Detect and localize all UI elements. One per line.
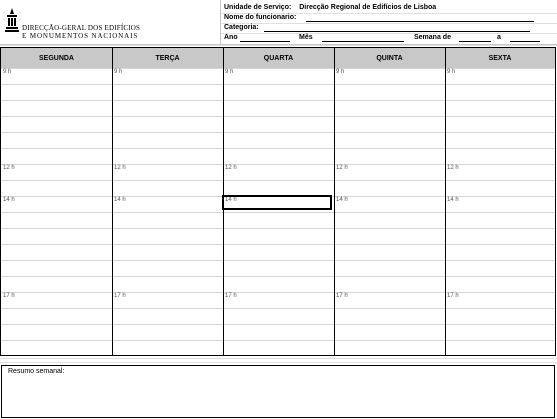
schedule-row-line[interactable] [1, 260, 112, 261]
semana-start-field[interactable] [459, 41, 491, 42]
row-divider [0, 362, 557, 363]
schedule-row-line[interactable] [1, 116, 112, 117]
schedule-row-line[interactable] [112, 196, 223, 197]
schedule-row-line[interactable] [223, 228, 334, 229]
org-name-line2: E MONUMENTOS NACIONAIS [22, 32, 139, 40]
schedule-row-line[interactable] [223, 68, 334, 69]
schedule-row-line[interactable] [445, 180, 555, 181]
schedule-row-line[interactable] [445, 292, 555, 293]
hour-label: 9 h [336, 69, 345, 75]
schedule-row-line[interactable] [1, 196, 112, 197]
schedule-row-line[interactable] [223, 116, 334, 117]
hour-label: 14 h [225, 197, 237, 203]
schedule-row-line[interactable] [445, 100, 555, 101]
schedule-row-line[interactable] [445, 260, 555, 261]
schedule-row-line[interactable] [112, 276, 223, 277]
schedule-row-line[interactable] [1, 164, 112, 165]
column-divider [334, 48, 335, 355]
hour-label: 14 h [447, 197, 459, 203]
day-header-segunda: SEGUNDA [1, 48, 112, 69]
schedule-row-line[interactable] [445, 212, 555, 213]
schedule-row-line[interactable] [112, 164, 223, 165]
hour-label: 17 h [225, 293, 237, 299]
schedule-row-line[interactable] [1, 84, 112, 85]
categoria-field[interactable] [264, 31, 530, 32]
schedule-row-line[interactable] [223, 260, 334, 261]
schedule-row-line[interactable] [1, 244, 112, 245]
row-divider [0, 45, 557, 46]
schedule-row-line[interactable] [1, 228, 112, 229]
schedule-row-line[interactable] [223, 212, 334, 213]
schedule-row-line[interactable] [334, 100, 445, 101]
schedule-row-line[interactable] [334, 228, 445, 229]
schedule-row-line[interactable] [112, 68, 223, 69]
schedule-row-line[interactable] [334, 324, 445, 325]
schedule-row-line[interactable] [1, 340, 112, 341]
schedule-row-line[interactable] [1, 212, 112, 213]
schedule-row-line[interactable] [334, 292, 445, 293]
semana-label: Semana de [414, 34, 451, 41]
hour-label: 9 h [114, 69, 123, 75]
schedule-row-line[interactable] [223, 308, 334, 309]
ano-field[interactable] [240, 41, 290, 42]
schedule-row-line[interactable] [334, 276, 445, 277]
schedule-row-line[interactable] [334, 180, 445, 181]
schedule-row-line[interactable] [223, 164, 334, 165]
schedule-row-line[interactable] [334, 68, 445, 69]
schedule-row-line[interactable] [445, 324, 555, 325]
nome-label: Nome do funcionario: [224, 14, 297, 21]
institution-logo-icon [4, 6, 20, 42]
schedule-row-line[interactable] [445, 68, 555, 69]
schedule-row-line[interactable] [112, 116, 223, 117]
schedule-row-line[interactable] [334, 84, 445, 85]
hour-label: 17 h [3, 293, 15, 299]
schedule-row-line[interactable] [445, 276, 555, 277]
day-column-segunda [1, 48, 112, 355]
schedule-row-line[interactable] [223, 324, 334, 325]
schedule-row-line[interactable] [223, 276, 334, 277]
schedule-row-line[interactable] [223, 292, 334, 293]
schedule-row-line[interactable] [334, 196, 445, 197]
unidade-row [224, 4, 436, 11]
schedule-row-line[interactable] [112, 308, 223, 309]
schedule-row-line[interactable] [112, 260, 223, 261]
schedule-row-line[interactable] [1, 100, 112, 101]
form-header [0, 0, 557, 45]
schedule-row-line[interactable] [112, 324, 223, 325]
schedule-row-line[interactable] [334, 164, 445, 165]
hour-label: 17 h [336, 293, 348, 299]
schedule-row-line[interactable] [112, 148, 223, 149]
schedule-row-line[interactable] [334, 148, 445, 149]
schedule-row-line[interactable] [112, 212, 223, 213]
schedule-row-line[interactable] [223, 340, 334, 341]
schedule-row-line[interactable] [334, 244, 445, 245]
semana-a-label: a [497, 34, 501, 41]
schedule-row-line[interactable] [223, 132, 334, 133]
hour-label: 12 h [3, 165, 15, 171]
schedule-row-line[interactable] [1, 68, 112, 69]
header-divider [221, 23, 557, 24]
day-column-sexta [445, 48, 555, 355]
schedule-row-line[interactable] [1, 148, 112, 149]
schedule-row-line[interactable] [445, 196, 555, 197]
hour-label: 14 h [336, 197, 348, 203]
day-header-quinta: QUINTA [334, 48, 445, 69]
semana-end-field[interactable] [510, 41, 540, 42]
schedule-row-line[interactable] [334, 132, 445, 133]
hour-label: 12 h [225, 165, 237, 171]
schedule-row-line[interactable] [445, 148, 555, 149]
ano-label: Ano [224, 34, 238, 41]
schedule-row-line[interactable] [445, 244, 555, 245]
resumo-semanal-box[interactable] [1, 365, 555, 418]
schedule-row-line[interactable] [445, 132, 555, 133]
schedule-row-line[interactable] [445, 164, 555, 165]
day-header-quarta: QUARTA [223, 48, 334, 69]
hour-label: 9 h [447, 69, 456, 75]
schedule-row-line[interactable] [1, 180, 112, 181]
schedule-row-line[interactable] [445, 340, 555, 341]
schedule-row-line[interactable] [112, 100, 223, 101]
categoria-label: Categoria: [224, 24, 259, 31]
column-divider [445, 48, 446, 355]
schedule-row-line[interactable] [112, 132, 223, 133]
hour-label: 17 h [114, 293, 126, 299]
unidade-value[interactable]: Direcção Regional de Edifícios de Lisboa [299, 4, 437, 11]
schedule-row-line[interactable] [1, 308, 112, 309]
day-header-terca: TERÇA [112, 48, 223, 69]
schedule-row-line[interactable] [112, 84, 223, 85]
selected-cell[interactable] [222, 195, 332, 210]
schedule-row-line[interactable] [445, 116, 555, 117]
logo-area [0, 0, 221, 44]
schedule-row-line[interactable] [334, 308, 445, 309]
schedule-row-line[interactable] [445, 308, 555, 309]
hour-label: 12 h [114, 165, 126, 171]
hour-label: 9 h [225, 69, 234, 75]
schedule-row-line[interactable] [112, 180, 223, 181]
schedule-row-line[interactable] [112, 292, 223, 293]
schedule-row-line[interactable] [1, 324, 112, 325]
schedule-row-line[interactable] [1, 276, 112, 277]
schedule-row-line[interactable] [223, 148, 334, 149]
schedule-row-line[interactable] [223, 84, 334, 85]
schedule-row-line[interactable] [334, 260, 445, 261]
schedule-row-line[interactable] [445, 228, 555, 229]
resumo-semanal-label: Resumo semanal: [8, 368, 65, 375]
org-name-line1: DIRECÇÃO-GERAL DOS EDIFÍCIOS [22, 24, 141, 32]
mes-label: Mês [299, 34, 313, 41]
schedule-row-line[interactable] [1, 292, 112, 293]
hour-label: 14 h [114, 197, 126, 203]
schedule-row-line[interactable] [334, 212, 445, 213]
nome-field[interactable] [306, 21, 534, 22]
header-divider [221, 33, 557, 34]
schedule-row-line[interactable] [112, 340, 223, 341]
mes-field[interactable] [322, 41, 404, 42]
day-column-terca [112, 48, 223, 355]
day-header-sexta: SEXTA [445, 48, 555, 69]
hour-label: 14 h [3, 197, 15, 203]
day-column-quinta [334, 48, 445, 355]
schedule-row-line[interactable] [223, 180, 334, 181]
row-divider [0, 358, 557, 359]
column-divider [112, 48, 113, 355]
hour-label: 17 h [447, 293, 459, 299]
schedule-row-line[interactable] [223, 100, 334, 101]
schedule-row-line[interactable] [334, 340, 445, 341]
unidade-label: Unidade de Serviço: [224, 4, 292, 11]
schedule-row-line[interactable] [334, 116, 445, 117]
schedule-row-line[interactable] [112, 228, 223, 229]
hour-label: 9 h [3, 69, 12, 75]
schedule-row-line[interactable] [112, 244, 223, 245]
hour-label: 12 h [336, 165, 348, 171]
schedule-row-line[interactable] [445, 84, 555, 85]
hour-label: 12 h [447, 165, 459, 171]
schedule-row-line[interactable] [1, 132, 112, 133]
schedule-row-line[interactable] [223, 244, 334, 245]
